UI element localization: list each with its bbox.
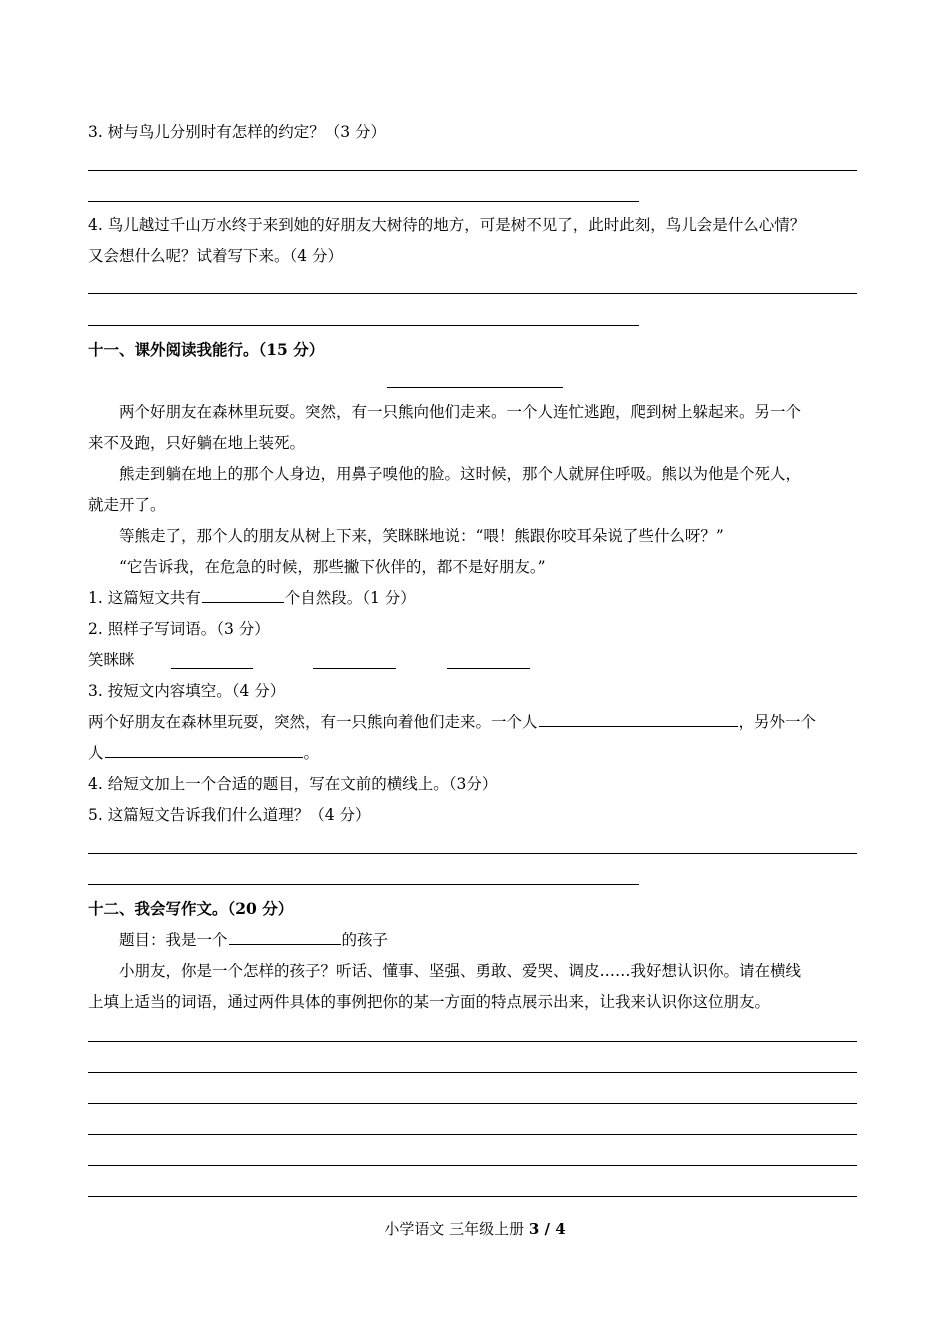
sec11-question-5: 5. 这篇短文告诉我们什么道理？（4 分） [88,806,371,824]
q1-blank[interactable] [202,601,284,603]
footer-page-number: 3 / 4 [528,1220,566,1238]
answer-line[interactable] [88,293,857,294]
answer-line[interactable] [88,201,639,202]
q1-text-b: 个自然段。（1 分） [284,589,416,607]
answer-line[interactable] [88,170,857,171]
question-4-line2: 又会想什么呢？试着写下来。（4 分） [88,247,344,265]
q2-blank-1[interactable] [171,668,253,669]
sec11-question-4: 4. 给短文加上一个合适的题目，写在文前的横线上。（3分） [88,775,498,793]
essay-line[interactable] [88,1134,857,1135]
sec11-question-3: 3. 按短文内容填空。（4 分） [88,682,286,700]
essay-title [119,928,388,950]
section-12-heading: 十二、我会写作文。（20 分） [88,899,294,918]
sec11-question-1 [88,586,416,608]
q2-example-word: 笑眯眯 [88,651,135,669]
q3-line1-text-a: 两个好朋友在森林里玩耍，突然，有一只熊向着他们走来。一个人 [88,713,538,731]
essay-line[interactable] [88,1072,857,1073]
page-footer [0,1218,950,1239]
q3-line2-text-b: 。 [303,744,320,762]
q3-fill-line1 [88,710,816,732]
answer-line[interactable] [88,325,639,326]
q2-blank-2[interactable] [313,668,396,669]
answer-line[interactable] [88,884,639,885]
footer-subject: 小学语文 三年级上册 [384,1220,529,1238]
q2-blank-3[interactable] [447,668,530,669]
passage-p2-line1: 熊走到躺在地上的那个人身边，用鼻子嗅他的脸。这时候，那个人就屏住呼吸。熊以为他是个死人， [119,465,802,483]
passage-p3: 等熊走了，那个人的朋友从树上下来，笑眯眯地说：“喂！熊跟你咬耳朵说了些什么呀？” [119,527,724,545]
essay-instruction-line2: 上填上适当的词语，通过两件具体的事例把你的某一方面的特点展示出来，让我来认识你这位朋友。 [88,993,771,1011]
essay-title-text-a: 题目：我是一个 [119,931,228,949]
sec11-question-2: 2. 照样子写词语。（3 分） [88,620,270,638]
essay-line[interactable] [88,1041,857,1042]
essay-title-blank[interactable] [229,943,341,945]
answer-line[interactable] [88,853,857,854]
passage-p2-line2: 就走开了。 [88,496,166,514]
question-3: 3. 树与鸟儿分别时有怎样的约定？（3 分） [88,123,387,141]
q3-blank-2[interactable] [105,756,303,758]
q1-text-a: 1. 这篇短文共有 [88,589,201,607]
title-blank-line[interactable] [387,387,563,388]
q3-line1-text-b: ，另外一个 [738,713,817,731]
essay-title-text-b: 的孩子 [341,931,389,949]
q3-line2-text-a: 人 [88,744,104,762]
essay-instruction-line1: 小朋友，你是一个怎样的孩子？听话、懂事、坚强、勇敢、爱哭、调皮……我好想认识你。请在横线 [119,962,802,980]
q3-fill-line2 [88,741,319,763]
section-11-heading: 十一、课外阅读我能行。（15 分） [88,340,325,359]
essay-line[interactable] [88,1103,857,1104]
q3-blank-1[interactable] [539,725,738,727]
passage-p1-line1: 两个好朋友在森林里玩耍。突然，有一只熊向他们走来。一个人连忙逃跑，爬到树上躲起来。另一个 [119,403,802,421]
passage-p4: “它告诉我，在危急的时候，那些撇下伙伴的，都不是好朋友。” [119,558,546,576]
passage-p1-line2: 来不及跑，只好躺在地上装死。 [88,434,306,452]
essay-line[interactable] [88,1165,857,1166]
essay-line[interactable] [88,1196,857,1197]
question-4-line1: 4. 鸟儿越过千山万水终于来到她的好朋友大树待的地方，可是树不见了，此时此刻，鸟儿会是什么心情？ [88,216,806,234]
